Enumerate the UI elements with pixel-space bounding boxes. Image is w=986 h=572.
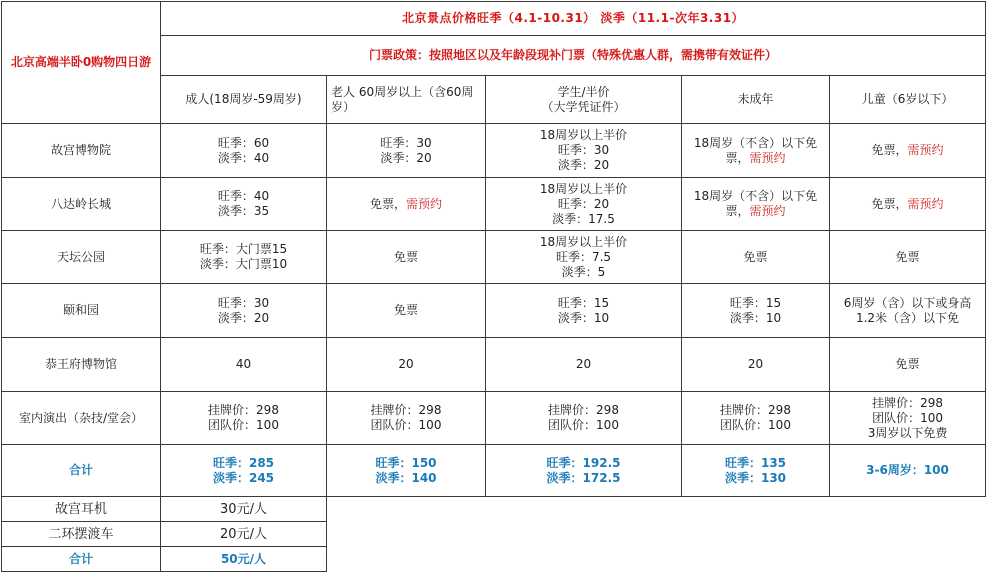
- price-line: 旺季：30: [217, 295, 270, 310]
- attraction-name: 故宫博物院: [2, 124, 161, 178]
- table-row: [2, 231, 986, 284]
- price-line: 旺季：20: [557, 196, 610, 211]
- price-line: 旺季：30: [380, 135, 432, 150]
- price-line: 挂牌价：298: [548, 403, 619, 417]
- total-line: 旺季：285: [212, 455, 275, 470]
- total-child: 3-6周岁：100: [830, 445, 986, 497]
- adult-price: 40: [161, 338, 327, 392]
- season-header: 北京景点价格旺季（4.1-10.31） 淡季（11.1-次年3.31）: [161, 2, 986, 36]
- empty-area: [327, 522, 986, 547]
- table-row: [2, 338, 986, 392]
- price-line: 6周岁（含）以下或身高: [843, 295, 972, 310]
- price-line: 淡季：35: [217, 204, 270, 218]
- student-price: [486, 392, 682, 445]
- price-line: 挂牌价：298: [208, 403, 279, 417]
- price-line: 团队价：100: [208, 418, 279, 432]
- attraction-name: 天坛公园: [2, 231, 161, 284]
- price-line: 淡季：10: [557, 310, 610, 325]
- price-line: [684, 204, 827, 219]
- price-text: 票，: [725, 204, 750, 218]
- extras-total-label: 合计: [2, 547, 161, 572]
- col-header-student-line1: 学生/半价: [557, 84, 610, 99]
- reservation-note: 需预约: [907, 196, 944, 211]
- price-line: 团队价：100: [548, 418, 619, 432]
- price-line: 3周岁以下免费: [867, 425, 948, 440]
- price-text: 免票，: [369, 196, 406, 211]
- price-text: 免票，: [871, 143, 908, 157]
- price-line: 挂牌价：298: [720, 403, 791, 417]
- table-row: [2, 392, 986, 445]
- adult-price: [161, 392, 327, 445]
- child-price: 免票: [830, 338, 986, 392]
- minor-price: 20: [682, 338, 830, 392]
- empty-area: [327, 547, 986, 572]
- col-header-minor: 未成年: [682, 76, 830, 124]
- student-price: [486, 231, 682, 284]
- col-header-student: [486, 76, 682, 124]
- total-line: 旺季：150: [375, 455, 437, 470]
- extras-total-row: [2, 547, 986, 572]
- total-line: 淡季：245: [212, 470, 275, 485]
- total-line: 旺季：192.5: [546, 455, 621, 470]
- minor-price: [682, 178, 830, 231]
- price-line: 淡季：大门票10: [199, 257, 288, 271]
- col-header-child: 儿童（6岁以下）: [830, 76, 986, 124]
- child-price: [830, 178, 986, 231]
- total-line: 旺季：135: [724, 455, 787, 470]
- table-row: [2, 178, 986, 231]
- total-line: 淡季：172.5: [546, 470, 621, 485]
- child-price: [830, 392, 986, 445]
- senior-price: 免票: [327, 284, 486, 338]
- tour-title: 北京高端半卧0购物四日游: [2, 2, 161, 124]
- price-line: 淡季：20: [217, 310, 270, 325]
- student-price: [486, 124, 682, 178]
- minor-price: 免票: [682, 231, 830, 284]
- senior-price: [327, 178, 486, 231]
- price-line: 旺季：大门票15: [199, 242, 288, 256]
- total-senior: [327, 445, 486, 497]
- price-line: 团队价：100: [370, 418, 442, 432]
- adult-price: [161, 231, 327, 284]
- price-line: 挂牌价：298: [370, 403, 442, 417]
- col-header-student-line2: （大学凭证件）: [541, 99, 626, 114]
- extras-total-price: 50元/人: [161, 547, 327, 572]
- student-price: 20: [486, 338, 682, 392]
- total-adult: [161, 445, 327, 497]
- price-text: 免票，: [871, 196, 908, 211]
- price-line: 淡季：20: [557, 158, 610, 172]
- senior-price: [327, 124, 486, 178]
- table-row: [2, 284, 986, 338]
- child-price: 免票: [830, 231, 986, 284]
- senior-price: 免票: [327, 231, 486, 284]
- adult-price: [161, 178, 327, 231]
- price-line: 挂牌价：298: [872, 395, 943, 410]
- price-line: 旺季：7.5: [555, 249, 612, 264]
- price-line: 淡季：20: [380, 150, 432, 165]
- total-row: [2, 445, 986, 497]
- child-price: [830, 284, 986, 338]
- reservation-note: 需预约: [749, 204, 786, 218]
- extra-item: 故宫耳机: [2, 497, 161, 522]
- minor-price: [682, 284, 830, 338]
- reservation-note: 需预约: [406, 196, 443, 211]
- total-line: 淡季：140: [375, 470, 437, 485]
- col-header-senior: 老人 60周岁以上（含60周岁）: [327, 76, 486, 124]
- attraction-name: 恭王府博物馆: [2, 338, 161, 392]
- attraction-price-table: [1, 1, 986, 572]
- minor-price: [682, 124, 830, 178]
- col-header-adult: 成人(18周岁-59周岁): [161, 76, 327, 124]
- price-line: 旺季：15: [557, 295, 610, 310]
- price-line: 淡季：5: [561, 264, 606, 279]
- senior-price: 20: [327, 338, 486, 392]
- price-line: 18周岁以上半价: [539, 128, 628, 142]
- senior-price: [327, 392, 486, 445]
- empty-area: [327, 497, 986, 522]
- season-header-row: [2, 2, 986, 36]
- table-row: [2, 124, 986, 178]
- price-line: 淡季：40: [217, 150, 270, 165]
- price-line: 团队价：100: [720, 418, 791, 432]
- attraction-name: 八达岭长城: [2, 178, 161, 231]
- price-line: 旺季：30: [557, 143, 610, 157]
- price-text: 票，: [725, 150, 750, 165]
- minor-price: [682, 392, 830, 445]
- price-line: 18周岁（不含）以下免: [693, 135, 818, 150]
- price-line: 旺季：40: [217, 189, 270, 203]
- adult-price: [161, 284, 327, 338]
- price-line: 淡季：17.5: [552, 211, 615, 226]
- reservation-note: 需预约: [907, 143, 944, 157]
- total-line: 淡季：130: [724, 470, 787, 485]
- ticket-policy: 门票政策：按照地区以及年龄段现补门票（特殊优惠人群，需携带有效证件）: [161, 36, 986, 76]
- extra-row: [2, 497, 986, 522]
- extra-price: 20元/人: [161, 522, 327, 547]
- price-line: 1.2米（含）以下免: [855, 310, 960, 325]
- price-line: 旺季：60: [217, 135, 270, 150]
- total-student: [486, 445, 682, 497]
- total-label: 合计: [2, 445, 161, 497]
- student-price: [486, 178, 682, 231]
- student-price: [486, 284, 682, 338]
- price-line: 18周岁以上半价: [539, 181, 628, 196]
- price-line: 旺季：15: [729, 295, 782, 310]
- attraction-name: 室内演出（杂技/堂会）: [2, 392, 161, 445]
- attraction-name: 颐和园: [2, 284, 161, 338]
- extra-row: [2, 522, 986, 547]
- extra-price: 30元/人: [161, 497, 327, 522]
- extra-item: 二环摆渡车: [2, 522, 161, 547]
- adult-price: [161, 124, 327, 178]
- price-line: 18周岁以上半价: [539, 234, 628, 249]
- price-line: 18周岁（不含）以下免: [693, 189, 818, 203]
- price-line: 淡季：10: [729, 310, 782, 325]
- reservation-note: 需预约: [749, 150, 786, 165]
- total-minor: [682, 445, 830, 497]
- price-line: 团队价：100: [872, 410, 943, 425]
- child-price: [830, 124, 986, 178]
- price-line: [684, 151, 827, 166]
